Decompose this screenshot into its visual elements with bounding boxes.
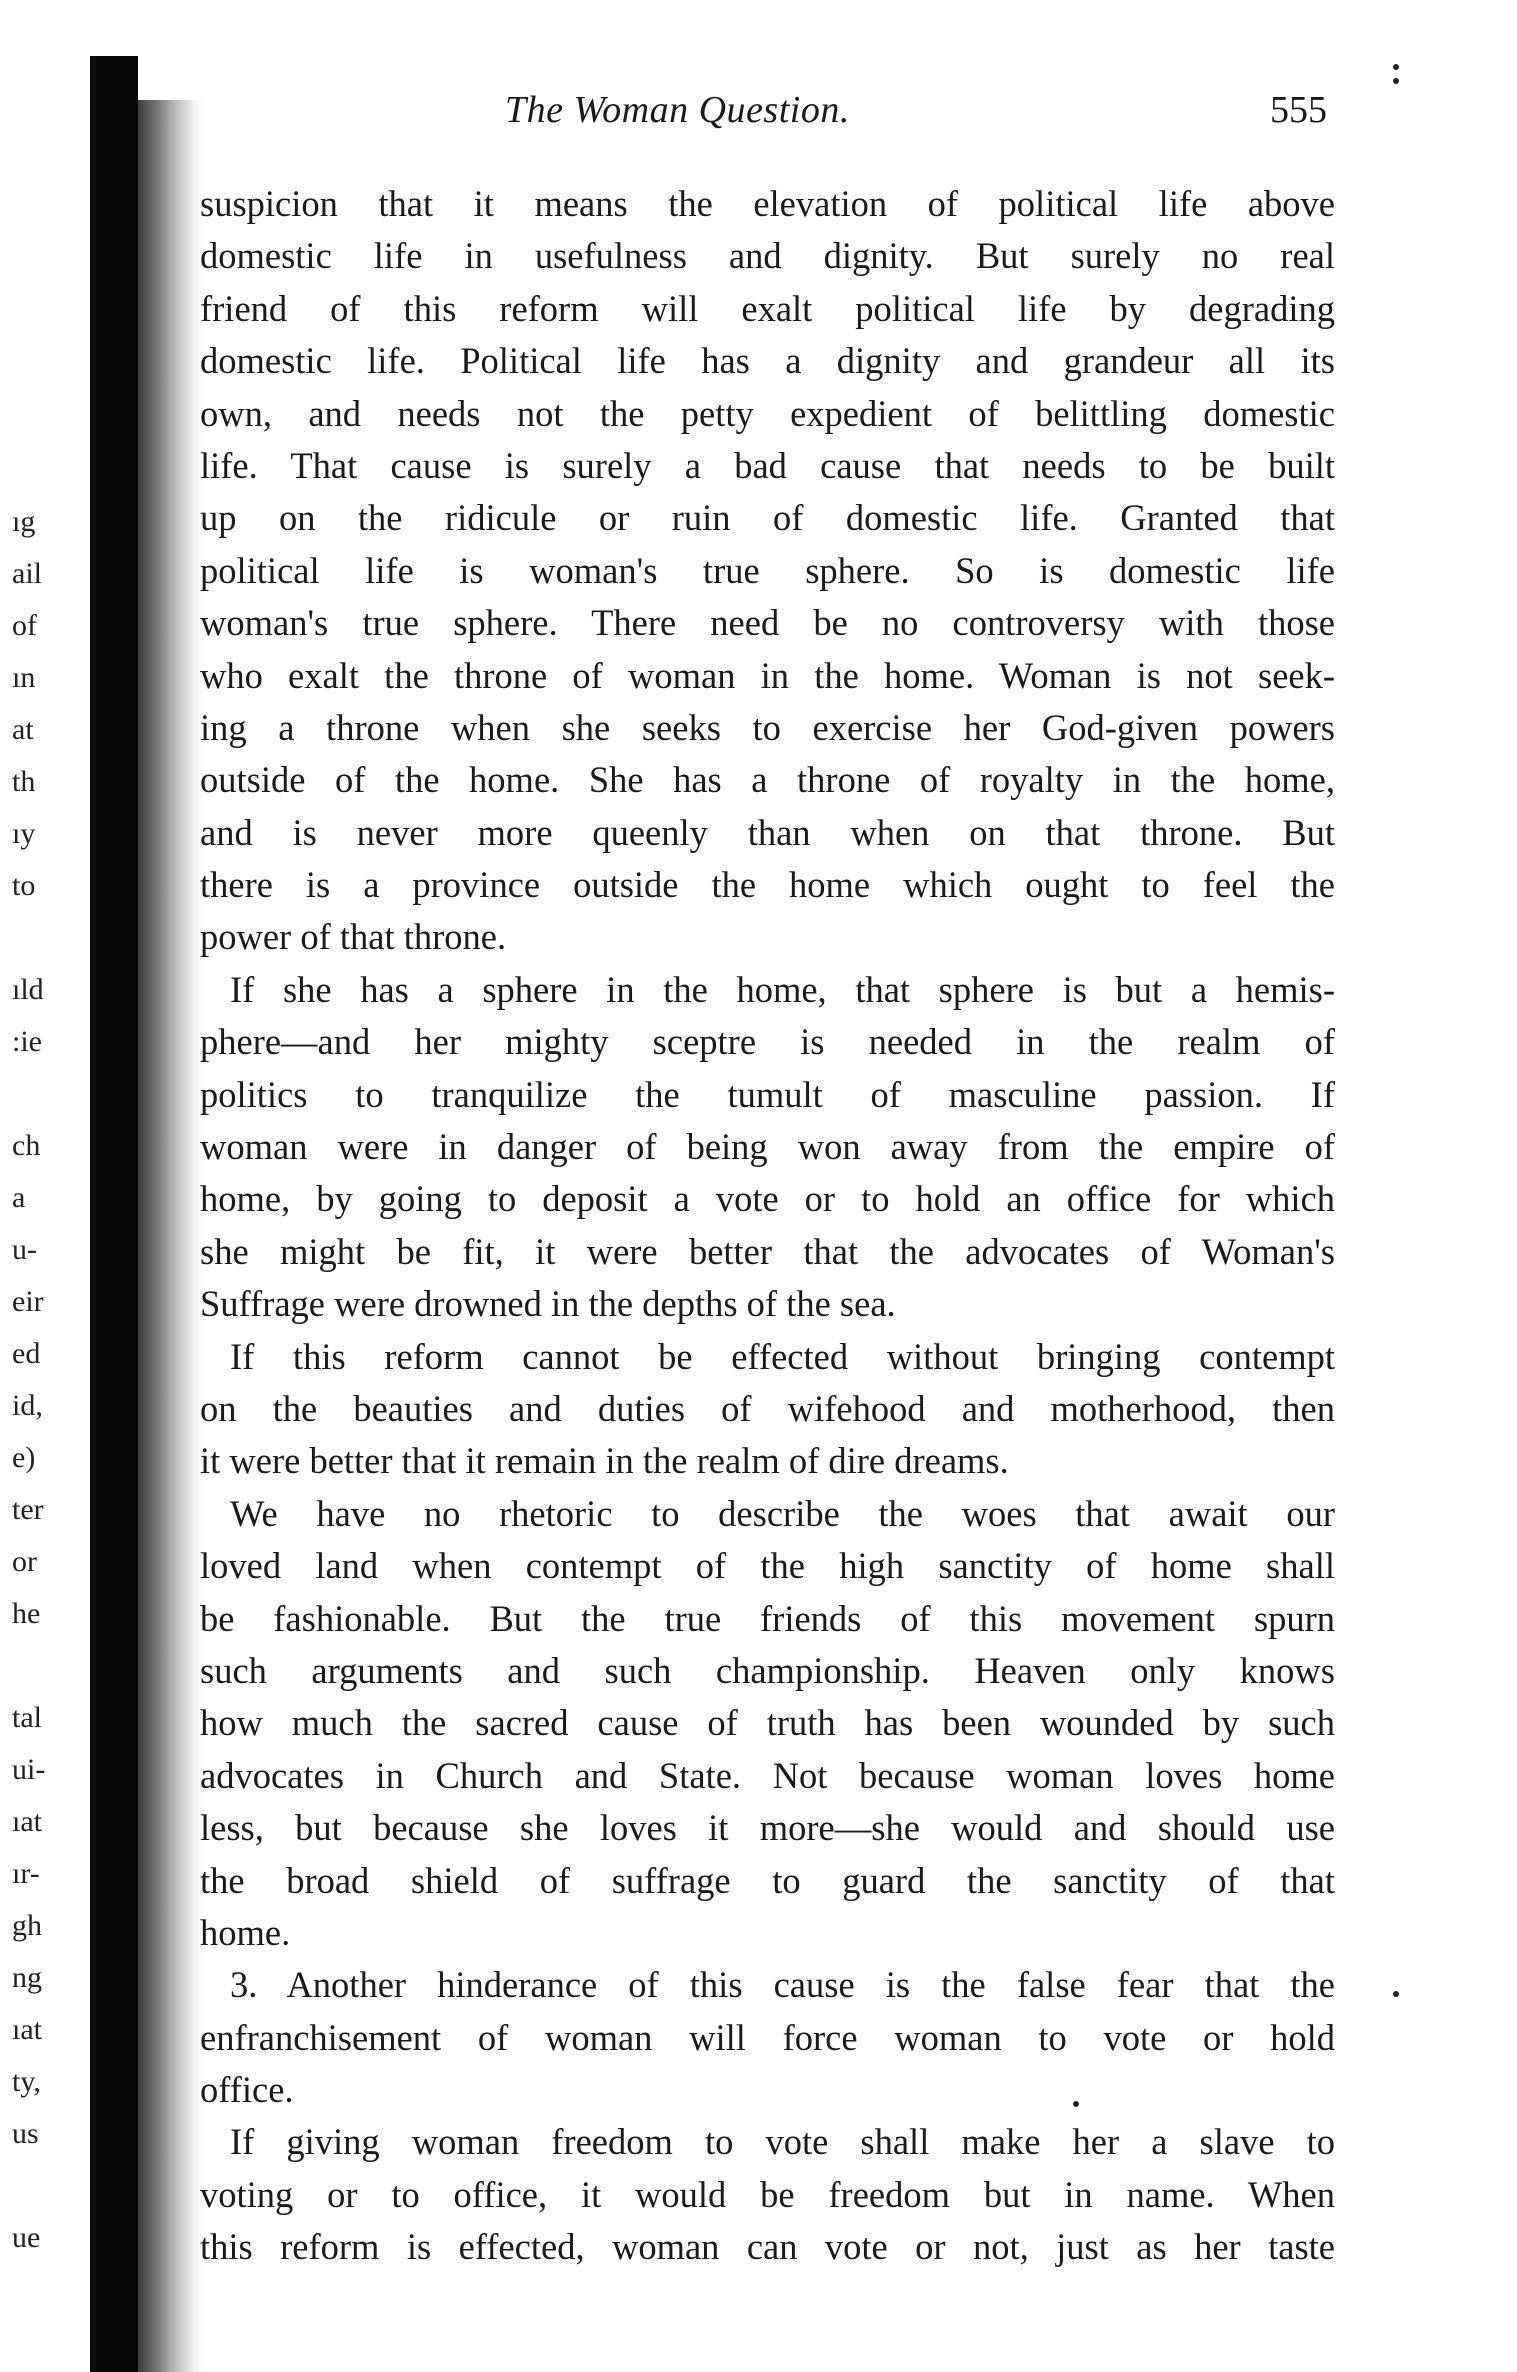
text-line: If this reform cannot be effected without bringing contempt	[230, 1335, 1335, 1377]
margin-fragment: he	[12, 1597, 41, 1630]
margin-fragment: to	[12, 869, 36, 902]
adjacent-page-fragments	[0, 0, 70, 2372]
margin-fragment: or	[12, 1545, 37, 1578]
text-line: loved land when contempt of the high sanctity of home shall	[200, 1545, 1335, 1587]
text-line: this reform is effected, woman can vote or not, just as her taste	[200, 2226, 1335, 2268]
text-line: be fashionable. But the true friends of this movement spurn	[200, 1597, 1335, 1639]
text-line: up on the ridicule or ruin of domestic life. Granted that	[200, 497, 1335, 539]
margin-fragment: gh	[12, 1909, 42, 1942]
text-line: advocates in Church and State. Not because woman loves home	[200, 1754, 1335, 1796]
scan-speck	[1393, 1991, 1399, 1997]
text-line: If giving woman freedom to vote shall make her a slave to	[230, 2121, 1335, 2163]
body-text	[200, 178, 1335, 2274]
margin-fragment: id,	[12, 1389, 43, 1422]
text-line: political life is woman's true sphere. So is domestic life	[200, 549, 1335, 591]
margin-fragment: at	[12, 713, 34, 746]
margin-fragment: ng	[12, 1961, 42, 1994]
text-line: suspicion that it means the elevation of political life above	[200, 183, 1335, 224]
margin-fragment: ıat	[12, 2013, 42, 2046]
text-line: voting or to office, it would be freedom but in name. When	[200, 2173, 1335, 2215]
text-line: there is a province outside the home which ought to feel the	[200, 864, 1335, 906]
margin-fragment: ty,	[12, 2065, 41, 2098]
text-line: on the beauties and duties of wifehood and motherhood, then	[200, 1387, 1335, 1429]
margin-fragment: ıld	[12, 973, 44, 1006]
margin-fragment: ui-	[12, 1753, 46, 1786]
text-line: and is never more queenly than when on that throne. But	[200, 811, 1335, 853]
text-line: such arguments and such championship. Heaven only knows	[200, 1649, 1335, 1691]
margin-fragment: ıat	[12, 1805, 42, 1838]
text-line: home.	[200, 1911, 291, 1953]
text-line: enfranchisement of woman will force woman to vote or hold	[200, 2016, 1335, 2058]
margin-fragment: u-	[12, 1233, 37, 1266]
text-line: who exalt the throne of woman in the home. Woman is not seek-	[200, 654, 1335, 696]
margin-fragment: us	[12, 2117, 39, 2150]
margin-fragment: ue	[12, 2221, 41, 2254]
text-line: the broad shield of suffrage to guard the sanctity of that	[200, 1859, 1335, 1901]
page-number: 555	[1270, 89, 1327, 131]
text-line: friend of this reform will exalt political life by degrading	[200, 287, 1335, 329]
text-line: she might be fit, it were better that the advocates of Woman's	[200, 1230, 1335, 1272]
text-line: how much the sacred cause of truth has been wounded by such	[200, 1702, 1335, 1744]
text-line: ing a throne when she seeks to exercise her God-given powers	[200, 706, 1335, 748]
gutter-gradient	[138, 100, 204, 2372]
margin-fragment: eir	[12, 1285, 44, 1318]
text-line: home, by going to deposit a vote or to hold an office for which	[200, 1178, 1335, 1220]
margin-fragment: ed	[12, 1337, 41, 1370]
text-line: politics to tranquilize the tumult of masculine passion. If	[200, 1073, 1335, 1115]
text-line: outside of the home. She has a throne of royalty in the home,	[200, 759, 1335, 801]
margin-fragment: th	[12, 765, 36, 798]
text-line: office.	[200, 2069, 294, 2111]
margin-fragment: tal	[12, 1701, 42, 1734]
scan-speck	[1393, 64, 1399, 70]
text-line: it were better that it remain in the realm of dire dreams.	[200, 1440, 1009, 1482]
margin-fragment: ır-	[12, 1857, 40, 1890]
text-line: 3. Another hinderance of this cause is the false fear that the	[230, 1964, 1335, 2006]
text-line: phere—and her mighty sceptre is needed in the realm of	[200, 1021, 1335, 1063]
text-line: If she has a sphere in the home, that sphere is but a hemis-	[230, 968, 1335, 1010]
margin-fragment: ıy	[12, 817, 36, 850]
text-line: less, but because she loves it more—she would and should use	[200, 1807, 1335, 1849]
text-line: woman were in danger of being won away from the empire of	[200, 1126, 1335, 1168]
text-line: woman's true sphere. There need be no controversy with those	[200, 602, 1335, 644]
text-line: domestic life in usefulness and dignity. But surely no real	[200, 235, 1335, 277]
text-line: power of that throne.	[200, 916, 507, 958]
page-header	[505, 88, 1327, 148]
margin-fragment: of	[12, 609, 37, 642]
margin-fragment: ın	[12, 661, 36, 694]
margin-fragment: :ie	[12, 1025, 42, 1058]
margin-fragment: a	[12, 1181, 26, 1214]
text-line: own, and needs not the petty expedient of belittling domestic	[200, 392, 1335, 434]
text-line: We have no rhetoric to describe the woes that await our	[230, 1492, 1335, 1534]
margin-fragment: ail	[12, 557, 42, 590]
running-title: The Woman Question.	[505, 89, 850, 131]
text-line: Suffrage were drowned in the depths of the sea.	[200, 1283, 896, 1325]
margin-fragment: ıg	[12, 505, 36, 538]
text-line: domestic life. Political life has a dignity and grandeur all its	[200, 340, 1335, 382]
scan-speck	[1393, 78, 1399, 84]
book-spine-shadow	[90, 56, 138, 2372]
margin-fragment: ter	[12, 1493, 44, 1526]
text-line: life. That cause is surely a bad cause that needs to be built	[200, 444, 1335, 486]
margin-fragment: e)	[12, 1441, 36, 1474]
margin-fragment: ch	[12, 1129, 41, 1162]
